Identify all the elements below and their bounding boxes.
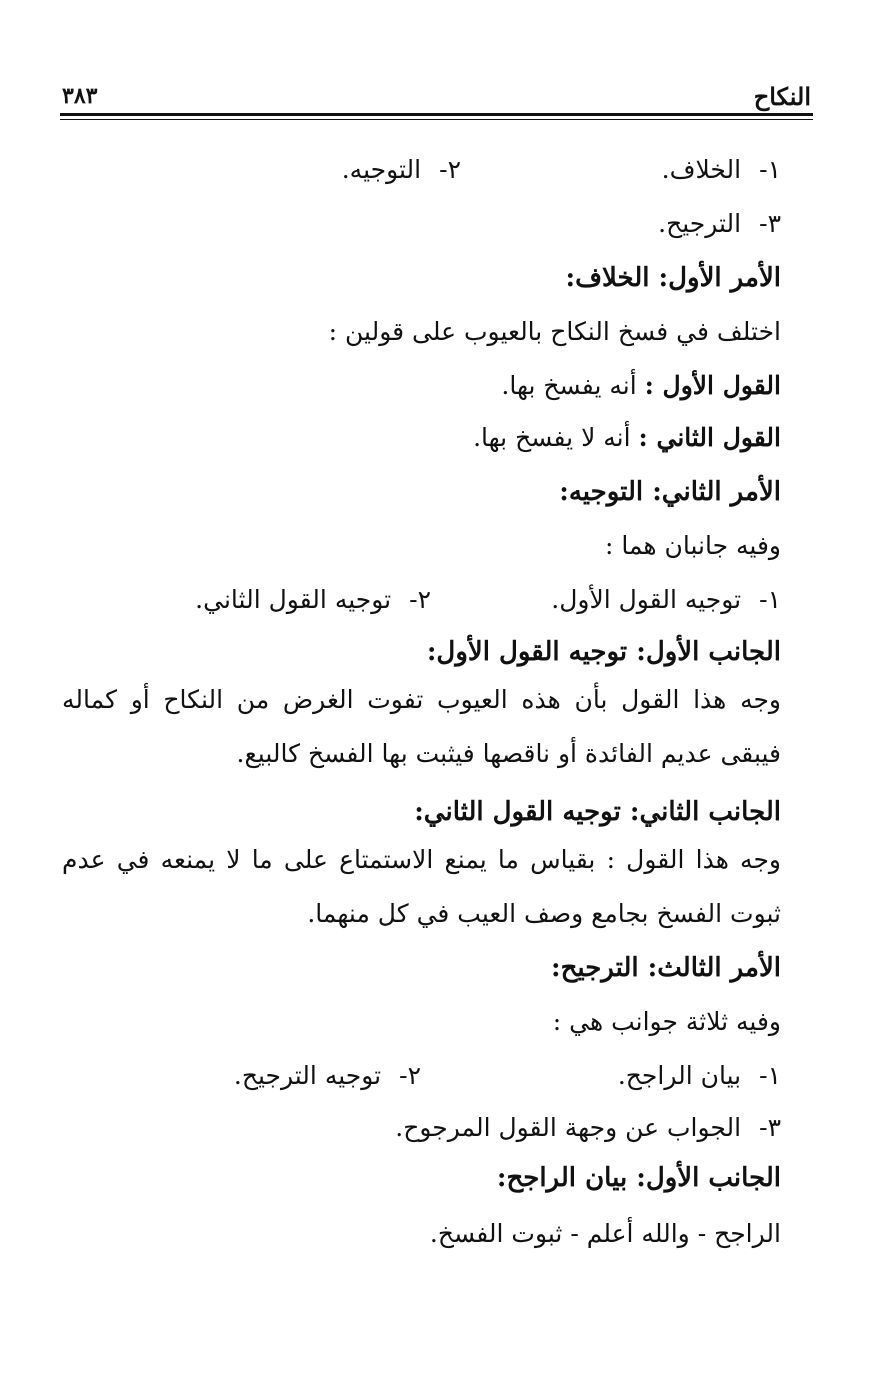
section-heading-4: الجانب الثاني: توجيه القول الثاني:: [414, 797, 781, 827]
list3-item3: ٣-الجواب عن وجهة القول المرجوح.: [395, 1113, 781, 1142]
section-heading-3: الجانب الأول: توجيه القول الأول:: [426, 637, 781, 667]
list2-row1: [195, 582, 781, 618]
section-heading-2: الأمر الثاني: التوجيه:: [559, 477, 781, 507]
list2-item1: ١-توجيه القول الأول.: [551, 585, 781, 614]
list1-item3: ٣-الترجيح.: [658, 209, 781, 238]
paragraph-2: وفيه جانبان هما :: [604, 531, 781, 560]
paragraph-1: اختلف في فسخ النكاح بالعيوب على قولين :: [328, 317, 781, 346]
list3-row1: [234, 1058, 781, 1094]
paragraph-6: الراجح - والله أعلم - ثبوت الفسخ.: [429, 1219, 781, 1248]
running-header: [62, 78, 811, 114]
list3-item2: ٢-توجيه الترجيح.: [233, 1061, 421, 1090]
opinion-2-label: القول الثاني :: [638, 423, 781, 452]
paragraph-3: وجه هذا القول بأن هذه العيوب تفوت الغرض من النكاح أو كماله فيبقى عديم الفائدة أو ناقصها فيثبت بها الفسخ كالبيع.: [62, 685, 781, 768]
section-heading-1: الأمر الأول: الخلاف:: [565, 263, 781, 293]
section-heading-5: الأمر الثالث: الترجيح:: [550, 953, 781, 983]
header-rule-thin: [60, 119, 813, 120]
paragraph-5: وفيه ثلاثة جوانب هي :: [552, 1007, 781, 1036]
opinion-1-label: القول الأول :: [644, 371, 781, 400]
paragraph-4: وجه هذا القول : بقياس ما يمنع الاستمتاع على ما لا يمنعه في عدم ثبوت الفسخ بجامع وصف العيب في كل منهما.: [62, 845, 781, 928]
list1-row1: [342, 152, 781, 188]
opinion-2: [473, 420, 781, 456]
header-title: النكاح: [753, 81, 811, 111]
header-rule-thick: [60, 113, 813, 116]
list2-item2: ٢-توجيه القول الثاني.: [195, 585, 431, 614]
opinion-2-text: أنه لا يفسخ بها.: [473, 423, 631, 452]
section-heading-6: الجانب الأول: بيان الراجح:: [496, 1163, 781, 1193]
list3-item1: ١-بيان الراجح.: [617, 1061, 781, 1090]
opinion-1-text: أنه يفسخ بها.: [501, 371, 637, 400]
list1-item1: ١-الخلاف.: [661, 155, 781, 184]
list1-item2: ٢-التوجيه.: [341, 155, 461, 184]
page-number: ٣٨٣: [62, 83, 98, 109]
opinion-1: [501, 368, 781, 404]
